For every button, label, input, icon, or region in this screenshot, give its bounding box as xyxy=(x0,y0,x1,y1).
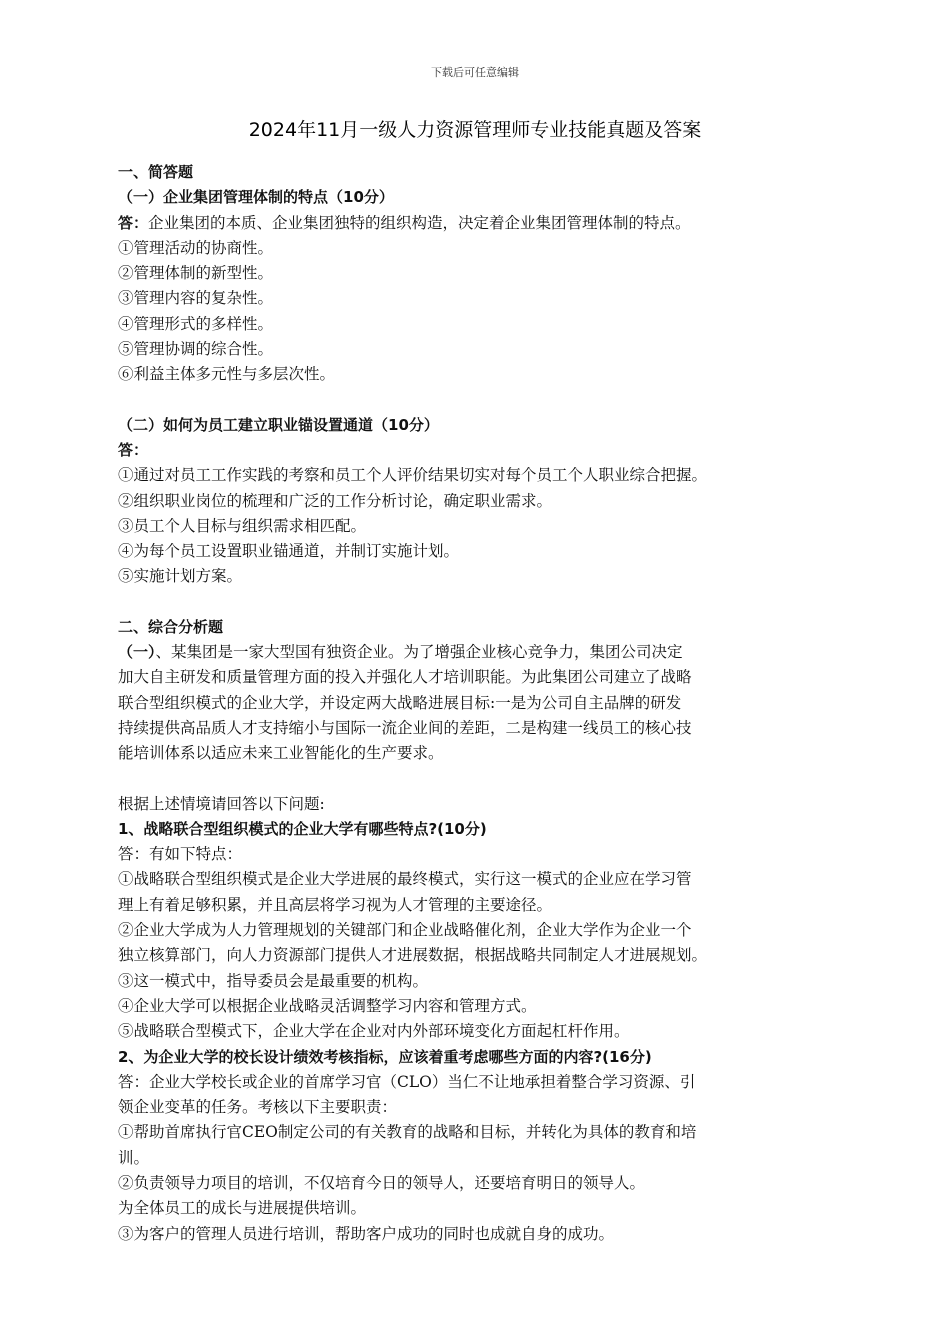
list-item: ⑤实施计划方案。 xyxy=(118,567,243,586)
answer-intro: 答：有如下特点： xyxy=(118,845,243,864)
spacer xyxy=(118,388,848,413)
case-line: 联合型组织模式的企业大学，并设定两大战略进展目标:一是为公司自主品牌的研发 xyxy=(118,693,682,712)
answer-line: 为全体员工的成长与进展提供培训。 xyxy=(118,1199,367,1218)
list-item: ⑤管理协调的综合性。 xyxy=(118,340,274,359)
answer-line: 答：企业大学校长或企业的首席学习官（CLO）当仁不让地承担着整合学习资源、引 xyxy=(118,1072,696,1091)
answer-line: ②负责领导力项目的培训，不仅培育今日的领导人，还要培育明日的领导人。 xyxy=(118,1173,646,1192)
answer-line: ①帮助首席执行官CEO制定公司的有关教育的战略和目标，并转化为具体的教育和培 xyxy=(118,1123,697,1142)
header-note: 下载后可任意编辑 xyxy=(431,66,519,79)
document-body xyxy=(118,160,848,1247)
answer-label: 答： xyxy=(118,440,149,459)
page-title: 2024年11月一级人力资源管理师专业技能真题及答案 xyxy=(248,119,702,141)
case-label: （一） xyxy=(118,643,156,662)
list-item: ①通过对员工工作实践的考察和员工个人评价结果切实对每个员工个人职业综合把握。 xyxy=(118,466,708,485)
answer-label: 答： xyxy=(118,213,149,232)
list-item: ④为每个员工设置职业锚通道，并制订实施计划。 xyxy=(118,542,460,561)
answer-line: 独立核算部门，向人力资源部门提供人才进展数据，根据战略共同制定人才进展规划。 xyxy=(118,946,708,965)
prompt-text: 根据上述情境请回答以下问题: xyxy=(118,794,325,813)
answer-line: 训。 xyxy=(118,1148,150,1167)
list-item: ⑥利益主体多元性与多层次性。 xyxy=(118,365,336,384)
answer-line: 理上有着足够积累，并且高层将学习视为人才管理的主要途径。 xyxy=(118,895,553,914)
section-heading: 一、简答题 xyxy=(118,163,194,181)
question-heading: （一）企业集团管理体制的特点（10分） xyxy=(118,188,394,207)
list-item: ①管理活动的协商性。 xyxy=(118,238,274,257)
answer-line: ③这一模式中，指导委员会是最重要的机构。 xyxy=(118,971,429,990)
case-line: 持续提供高品质人才支持缩小与国际一流企业间的差距，二是构建一线员工的核心技 xyxy=(118,718,692,737)
list-item: ④管理形式的多样性。 xyxy=(118,314,274,333)
answer-line: ②企业大学成为人力管理规划的关键部门和企业战略催化剂，企业大学作为企业一个 xyxy=(118,921,692,940)
answer-line: ④企业大学可以根据企业战略灵活调整学习内容和管理方式。 xyxy=(118,996,537,1015)
list-item: ②组织职业岗位的梳理和广泛的工作分析讨论，确定职业需求。 xyxy=(118,491,553,510)
case-line xyxy=(118,640,848,665)
spacer xyxy=(118,590,848,615)
question-heading: 2、为企业大学的校长设计绩效考核指标，应该着重考虑哪些方面的内容?(16分) xyxy=(118,1047,652,1066)
answer-text: 企业集团的本质、企业集团独特的组织构造，决定着企业集团管理体制的特点。 xyxy=(148,213,691,232)
question-heading: 1、战略联合型组织模式的企业大学有哪些特点?(10分) xyxy=(118,819,487,838)
case-text: 、某集团是一家大型国有独资企业。为了增强企业核心竞争力，集团公司决定 xyxy=(155,643,683,662)
answer-line: ⑤战略联合型模式下，企业大学在企业对内外部环境变化方面起杠杆作用。 xyxy=(118,1022,630,1041)
list-item: ③员工个人目标与组织需求相匹配。 xyxy=(118,516,367,535)
answer-line: ③为客户的管理人员进行培训，帮助客户成功的同时也成就自身的成功。 xyxy=(118,1224,615,1243)
question-heading: （二）如何为员工建立职业锚设置通道（10分） xyxy=(118,415,439,434)
list-item: ③管理内容的复杂性。 xyxy=(118,289,274,308)
answer-line: ①战略联合型组织模式是企业大学进展的最终模式，实行这一模式的企业应在学习管 xyxy=(118,870,692,889)
spacer xyxy=(118,767,848,792)
answer-line: 领企业变革的任务。考核以下主要职责： xyxy=(118,1098,398,1117)
list-item: ②管理体制的新型性。 xyxy=(118,264,274,283)
case-line: 加大自主研发和质量管理方面的投入并强化人才培训职能。为此集团公司建立了战略 xyxy=(118,668,692,687)
answer-line xyxy=(118,211,848,236)
case-line: 能培训体系以适应未来工业智能化的生产要求。 xyxy=(118,744,444,763)
section-heading: 二、综合分析题 xyxy=(118,617,224,636)
